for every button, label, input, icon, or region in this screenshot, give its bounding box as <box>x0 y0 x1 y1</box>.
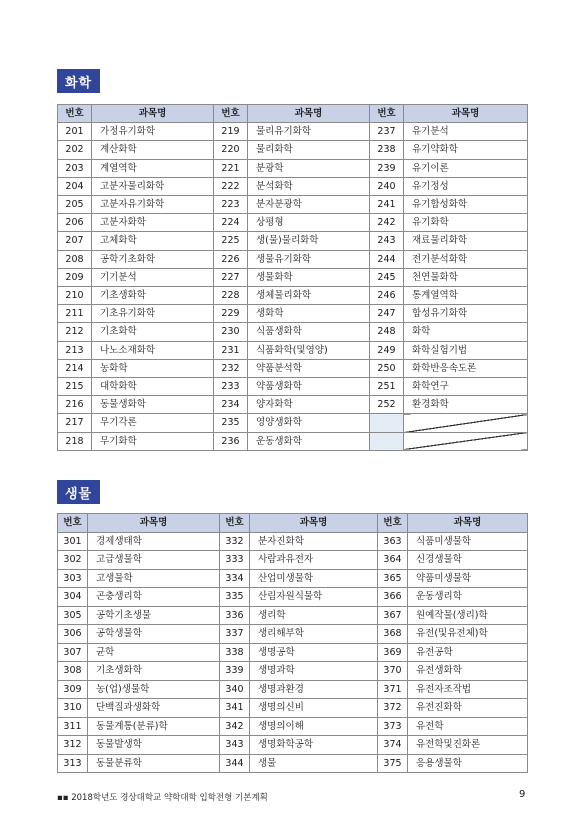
course-number-cell: 304 <box>58 588 88 607</box>
course-name-cell: 약품미생물학 <box>408 569 528 588</box>
course-name-cell: 재료물리화학 <box>404 232 528 250</box>
course-number-cell: 340 <box>220 680 250 699</box>
course-name-cell: 기초유기화학 <box>92 305 214 323</box>
table-row <box>58 432 528 450</box>
course-name-cell: 생물 <box>250 754 378 773</box>
course-number-cell: 313 <box>58 754 88 773</box>
table-row <box>58 551 528 570</box>
course-name-cell: 기초생화학 <box>92 287 214 305</box>
course-number-cell: 229 <box>214 305 248 323</box>
course-name-cell: 고급생물학 <box>88 551 220 570</box>
course-name-cell: 유전공학 <box>408 643 528 662</box>
table-row <box>58 341 528 359</box>
course-number-cell: 337 <box>220 625 250 644</box>
table-row <box>58 625 528 644</box>
course-name-cell: 생명의이해 <box>250 717 378 736</box>
course-name-cell: 유기이론 <box>404 159 528 177</box>
course-name-cell: 유전학및진화론 <box>408 736 528 755</box>
course-number-cell: 207 <box>58 232 92 250</box>
table-row <box>58 141 528 159</box>
course-name-cell: 운동생리학 <box>408 588 528 607</box>
course-number-cell: 306 <box>58 625 88 644</box>
course-number-cell: 215 <box>58 378 92 396</box>
table-header-row <box>58 514 528 533</box>
course-number-cell: 234 <box>214 396 248 414</box>
table-row <box>58 323 528 341</box>
course-number-cell: 252 <box>370 396 404 414</box>
course-name-cell: 전기분석화학 <box>404 250 528 268</box>
course-name-cell: 계산화학 <box>92 141 214 159</box>
course-name-cell: 물리유기화학 <box>248 123 370 141</box>
course-number-cell: 367 <box>378 606 408 625</box>
table-row <box>58 214 528 232</box>
course-number-cell: 245 <box>370 268 404 286</box>
course-number-cell: 224 <box>214 214 248 232</box>
course-name-cell: 분자진화학 <box>250 532 378 551</box>
course-number-cell: 365 <box>378 569 408 588</box>
course-number-cell: 217 <box>58 414 92 432</box>
course-name-cell: 유전진화학 <box>408 699 528 718</box>
course-name-cell: 고분자물리화학 <box>92 177 214 195</box>
course-name-cell: 분석화학 <box>248 177 370 195</box>
course-number-cell <box>370 414 404 432</box>
course-name-cell: 곤충생리학 <box>88 588 220 607</box>
course-number-cell: 307 <box>58 643 88 662</box>
course-number-cell: 218 <box>58 432 92 450</box>
course-name-cell: 나노소재화학 <box>92 341 214 359</box>
table-row <box>58 754 528 773</box>
course-number-cell: 344 <box>220 754 250 773</box>
course-name-cell: 농화학 <box>92 359 214 377</box>
course-number-cell: 214 <box>58 359 92 377</box>
course-name-cell: 생명의신비 <box>250 699 378 718</box>
course-number-cell: 206 <box>58 214 92 232</box>
course-name-cell: 생화학 <box>248 305 370 323</box>
table-row <box>58 643 528 662</box>
course-name-cell: 생리학 <box>250 606 378 625</box>
chemistry-course-table <box>57 104 528 451</box>
course-number-cell: 230 <box>214 323 248 341</box>
page-number: 9 <box>519 789 526 800</box>
table-row <box>58 717 528 736</box>
course-number-cell: 220 <box>214 141 248 159</box>
course-name-cell: 생명과학 <box>250 662 378 681</box>
course-name-cell: 유전(및유전체)학 <box>408 625 528 644</box>
table-row <box>58 588 528 607</box>
table-row <box>58 680 528 699</box>
course-number-cell: 250 <box>370 359 404 377</box>
course-number-cell: 210 <box>58 287 92 305</box>
column-header: 번호 <box>58 105 92 123</box>
table-row <box>58 414 528 432</box>
course-number-cell: 211 <box>58 305 92 323</box>
table-row <box>58 268 528 286</box>
course-name-cell: 생물유기화학 <box>248 250 370 268</box>
course-number-cell: 371 <box>378 680 408 699</box>
course-number-cell <box>370 432 404 450</box>
course-number-cell: 310 <box>58 699 88 718</box>
course-name-cell: 유기합성화학 <box>404 196 528 214</box>
course-name-cell: 화학연구 <box>404 378 528 396</box>
course-number-cell: 233 <box>214 378 248 396</box>
course-name-cell: 화학반응속도론 <box>404 359 528 377</box>
course-number-cell: 240 <box>370 177 404 195</box>
course-number-cell: 225 <box>214 232 248 250</box>
course-name-cell: 생명공학 <box>250 643 378 662</box>
course-name-cell: 운동생화학 <box>248 432 370 450</box>
course-name-cell: 고분자화학 <box>92 214 214 232</box>
section-title-chemistry: 화학 <box>57 69 100 93</box>
course-number-cell: 247 <box>370 305 404 323</box>
course-name-cell: 생명화학공학 <box>250 736 378 755</box>
course-number-cell: 364 <box>378 551 408 570</box>
course-name-cell: 생명과환경 <box>250 680 378 699</box>
table-row <box>58 569 528 588</box>
course-number-cell: 232 <box>214 359 248 377</box>
course-name-cell: 산림자원식물학 <box>250 588 378 607</box>
column-header: 과목명 <box>92 105 214 123</box>
section-title-biology: 생물 <box>57 480 100 504</box>
table-row <box>58 305 528 323</box>
course-number-cell: 373 <box>378 717 408 736</box>
course-name-cell: 상평형 <box>248 214 370 232</box>
footer-document-title: ▪▪ 2018학년도 경상대학교 약학대학 입학전형 기본계획 <box>57 793 268 803</box>
course-name-cell: 가정유기화학 <box>92 123 214 141</box>
course-number-cell: 209 <box>58 268 92 286</box>
course-number-cell: 238 <box>370 141 404 159</box>
course-name-cell: 유기정성 <box>404 177 528 195</box>
course-name-cell: 동물계통(분류)학 <box>88 717 220 736</box>
course-name-cell: 합성유기화학 <box>404 305 528 323</box>
course-name-cell: 원예작물(생리)학 <box>408 606 528 625</box>
table-row <box>58 396 528 414</box>
course-name-cell: 천연물화학 <box>404 268 528 286</box>
course-number-cell: 336 <box>220 606 250 625</box>
course-number-cell: 363 <box>378 532 408 551</box>
course-name-cell: 양자화학 <box>248 396 370 414</box>
course-name-cell: 분자분광학 <box>248 196 370 214</box>
course-number-cell: 311 <box>58 717 88 736</box>
course-number-cell: 223 <box>214 196 248 214</box>
table-row <box>58 662 528 681</box>
column-header: 번호 <box>58 514 88 533</box>
course-name-cell: 고생물학 <box>88 569 220 588</box>
course-name-cell: 생체물리화학 <box>248 287 370 305</box>
course-number-cell: 201 <box>58 123 92 141</box>
course-name-cell: 공학생물학 <box>88 625 220 644</box>
course-name-cell: 화학실험기법 <box>404 341 528 359</box>
course-number-cell: 237 <box>370 123 404 141</box>
course-name-cell: 기초화학 <box>92 323 214 341</box>
course-name-cell: 식품미생물학 <box>408 532 528 551</box>
course-number-cell: 248 <box>370 323 404 341</box>
column-header: 과목명 <box>250 514 378 533</box>
course-name-cell <box>404 414 528 432</box>
course-number-cell: 366 <box>378 588 408 607</box>
course-number-cell: 370 <box>378 662 408 681</box>
column-header: 번호 <box>370 105 404 123</box>
course-number-cell: 246 <box>370 287 404 305</box>
course-name-cell: 경제생태학 <box>88 532 220 551</box>
course-number-cell: 251 <box>370 378 404 396</box>
course-number-cell: 332 <box>220 532 250 551</box>
course-name-cell: 공학기초화학 <box>92 250 214 268</box>
table-row <box>58 736 528 755</box>
course-number-cell: 338 <box>220 643 250 662</box>
course-number-cell: 203 <box>58 159 92 177</box>
column-header: 과목명 <box>408 514 528 533</box>
course-name-cell: 신경생물학 <box>408 551 528 570</box>
course-number-cell: 341 <box>220 699 250 718</box>
course-number-cell: 235 <box>214 414 248 432</box>
table-row <box>58 250 528 268</box>
table-row <box>58 232 528 250</box>
course-number-cell: 301 <box>58 532 88 551</box>
course-name-cell: 물리화학 <box>248 141 370 159</box>
table-row <box>58 159 528 177</box>
course-number-cell: 305 <box>58 606 88 625</box>
course-name-cell: 환경화학 <box>404 396 528 414</box>
course-name-cell: 유전생화학 <box>408 662 528 681</box>
course-name-cell: 유기분석 <box>404 123 528 141</box>
course-name-cell: 대학화학 <box>92 378 214 396</box>
course-number-cell: 334 <box>220 569 250 588</box>
course-number-cell: 244 <box>370 250 404 268</box>
course-name-cell: 무기각론 <box>92 414 214 432</box>
course-number-cell: 219 <box>214 123 248 141</box>
course-number-cell: 202 <box>58 141 92 159</box>
course-name-cell: 기기분석 <box>92 268 214 286</box>
course-name-cell: 균학 <box>88 643 220 662</box>
table-header-row <box>58 105 528 123</box>
course-number-cell: 369 <box>378 643 408 662</box>
course-name-cell: 계열역학 <box>92 159 214 177</box>
course-number-cell: 208 <box>58 250 92 268</box>
course-name-cell: 식품화학(및영양) <box>248 341 370 359</box>
course-number-cell: 212 <box>58 323 92 341</box>
course-name-cell: 사람과유전자 <box>250 551 378 570</box>
course-name-cell: 무기화학 <box>92 432 214 450</box>
course-number-cell: 236 <box>214 432 248 450</box>
course-name-cell: 식품생화학 <box>248 323 370 341</box>
course-name-cell: 유전자조작법 <box>408 680 528 699</box>
table-row <box>58 699 528 718</box>
table-row <box>58 177 528 195</box>
course-number-cell: 372 <box>378 699 408 718</box>
course-number-cell: 228 <box>214 287 248 305</box>
course-number-cell: 308 <box>58 662 88 681</box>
course-number-cell: 216 <box>58 396 92 414</box>
course-number-cell: 213 <box>58 341 92 359</box>
course-number-cell: 222 <box>214 177 248 195</box>
column-header: 번호 <box>378 514 408 533</box>
course-number-cell: 333 <box>220 551 250 570</box>
course-number-cell: 339 <box>220 662 250 681</box>
course-name-cell: 화학 <box>404 323 528 341</box>
table-row <box>58 196 528 214</box>
course-name-cell: 고분자유기화학 <box>92 196 214 214</box>
course-number-cell: 241 <box>370 196 404 214</box>
course-number-cell: 368 <box>378 625 408 644</box>
column-header: 과목명 <box>248 105 370 123</box>
course-number-cell: 205 <box>58 196 92 214</box>
course-number-cell: 226 <box>214 250 248 268</box>
course-name-cell: 영양생화학 <box>248 414 370 432</box>
table-row <box>58 378 528 396</box>
course-name-cell: 약품생화학 <box>248 378 370 396</box>
course-number-cell: 243 <box>370 232 404 250</box>
course-number-cell: 335 <box>220 588 250 607</box>
course-number-cell: 204 <box>58 177 92 195</box>
course-number-cell: 302 <box>58 551 88 570</box>
course-name-cell: 농(업)생물학 <box>88 680 220 699</box>
column-header: 번호 <box>214 105 248 123</box>
table-row <box>58 606 528 625</box>
course-name-cell: 유기약화학 <box>404 141 528 159</box>
column-header: 번호 <box>220 514 250 533</box>
course-name-cell: 산업미생물학 <box>250 569 378 588</box>
course-number-cell: 231 <box>214 341 248 359</box>
course-name-cell <box>404 432 528 450</box>
course-number-cell: 342 <box>220 717 250 736</box>
course-number-cell: 312 <box>58 736 88 755</box>
course-number-cell: 303 <box>58 569 88 588</box>
course-number-cell: 375 <box>378 754 408 773</box>
course-name-cell: 응용생물학 <box>408 754 528 773</box>
course-name-cell: 동물발생학 <box>88 736 220 755</box>
course-name-cell: 생물화학 <box>248 268 370 286</box>
course-name-cell: 동물분류학 <box>88 754 220 773</box>
course-name-cell: 동물생화학 <box>92 396 214 414</box>
course-name-cell: 생(물)물리화학 <box>248 232 370 250</box>
course-name-cell: 단백질과생화학 <box>88 699 220 718</box>
course-name-cell: 기초생화학 <box>88 662 220 681</box>
course-number-cell: 221 <box>214 159 248 177</box>
column-header: 과목명 <box>404 105 528 123</box>
course-number-cell: 242 <box>370 214 404 232</box>
course-number-cell: 309 <box>58 680 88 699</box>
biology-course-table <box>57 513 528 773</box>
course-number-cell: 239 <box>370 159 404 177</box>
table-row <box>58 287 528 305</box>
course-name-cell: 약품분석학 <box>248 359 370 377</box>
course-name-cell: 통계열역학 <box>404 287 528 305</box>
course-name-cell: 분광학 <box>248 159 370 177</box>
course-number-cell: 374 <box>378 736 408 755</box>
table-row <box>58 359 528 377</box>
course-name-cell: 고체화학 <box>92 232 214 250</box>
course-number-cell: 227 <box>214 268 248 286</box>
course-number-cell: 343 <box>220 736 250 755</box>
column-header: 과목명 <box>88 514 220 533</box>
course-name-cell: 유기화학 <box>404 214 528 232</box>
course-name-cell: 유전학 <box>408 717 528 736</box>
course-number-cell: 249 <box>370 341 404 359</box>
course-name-cell: 생리해부학 <box>250 625 378 644</box>
table-row <box>58 532 528 551</box>
table-row <box>58 123 528 141</box>
course-name-cell: 공학기초생물 <box>88 606 220 625</box>
